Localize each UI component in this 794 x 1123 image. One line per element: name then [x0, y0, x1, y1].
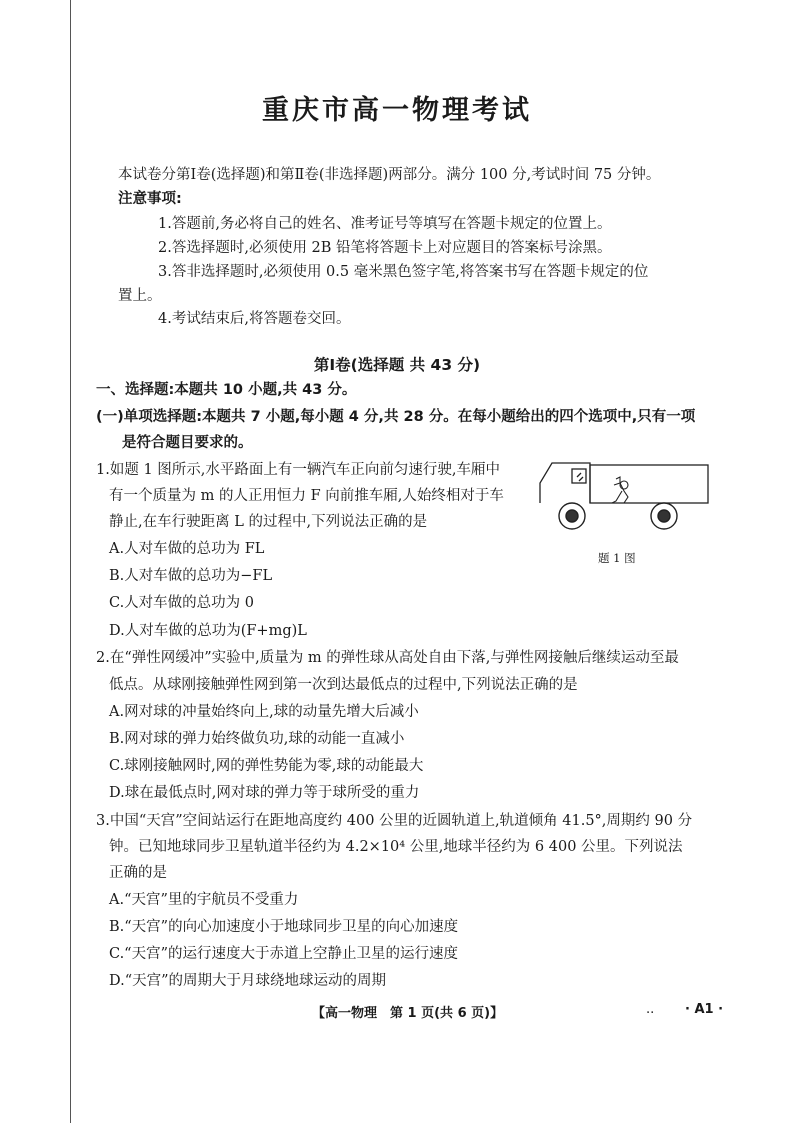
q3-stem: 正确的是 — [109, 865, 167, 881]
notice-item: 4.考试结束后,将答题卷交回。 — [158, 311, 351, 327]
q1-stem: 有一个质量为 m 的人正用恒力 F 向前推车厢,人始终相对于车 — [109, 488, 504, 504]
notice-item: 置上。 — [118, 288, 162, 304]
q3-stem: 钟。已知地球同步卫星轨道半径约为 4.2×10⁴ 公里,地球半径约为 6 400 公里。下列说法 — [109, 839, 683, 855]
footer-code: · A1 · — [685, 1002, 724, 1017]
q3-option-a: A.“天宫”里的宇航员不受重力 — [109, 892, 299, 908]
notice-item: 2.答选择题时,必须使用 2B 铅笔将答题卡上对应题目的答案标号涂黑。 — [158, 240, 612, 256]
wheel-icon — [559, 503, 677, 529]
q2-stem: 2.在“弹性网缓冲”实验中,质量为 m 的弹性球从高处自由下落,与弹性网接触后继续运动至最 — [96, 650, 679, 666]
footer-dots: .. — [646, 1002, 655, 1017]
binding-line — [70, 0, 71, 1123]
notice-item: 3.答非选择题时,必须使用 0.5 毫米黑色签字笔,将答案书写在答题卡规定的位 — [158, 264, 649, 280]
q2-option-b: B.网对球的弹力始终做负功,球的动能一直减小 — [109, 731, 405, 747]
q3-stem: 3.中国“天宫”空间站运行在距地高度约 400 公里的近圆轨道上,轨道倾角 41.5°,周期约 90 分 — [96, 813, 693, 829]
footer-page-label: 【高一物理 第 1 页(共 6 页)】 — [312, 1006, 504, 1021]
section-title: 第Ⅰ卷(选择题 共 43 分) — [313, 356, 481, 374]
q1-option-b: B.人对车做的总功为−FL — [109, 568, 273, 584]
sub1-heading-cont: 是符合题目要求的。 — [122, 435, 253, 451]
q1-figure-caption: 题 1 图 — [598, 551, 636, 565]
q1-stem: 静止,在车行驶距离 L 的过程中,下列说法正确的是 — [109, 514, 428, 530]
q1-stem: 1.如题 1 图所示,水平路面上有一辆汽车正向前匀速行驶,车厢中 — [96, 462, 500, 478]
q2-option-c: C.球刚接触网时,网的弹性势能为零,球的动能最大 — [109, 758, 424, 774]
q3-option-b: B.“天宫”的向心加速度小于地球同步卫星的向心加速度 — [109, 919, 459, 935]
notice-heading: 注意事项: — [118, 191, 182, 207]
sub1-heading: (一)单项选择题:本题共 7 小题,每小题 4 分,共 28 分。在每小题给出的四个选项中,只有一项 — [96, 409, 696, 425]
q3-option-c: C.“天宫”的运行速度大于赤道上空静止卫星的运行速度 — [109, 946, 459, 962]
q1-option-a: A.人对车做的总功为 FL — [109, 541, 265, 557]
q2-option-d: D.球在最低点时,网对球的弹力等于球所受的重力 — [109, 785, 420, 801]
notice-item: 1.答题前,务必将自己的姓名、准考证号等填写在答题卡规定的位置上。 — [158, 216, 612, 232]
q2-stem: 低点。从球刚接触弹性网到第一次到达最低点的过程中,下列说法正确的是 — [109, 677, 578, 693]
page-title: 重庆市高一物理考试 — [262, 95, 532, 126]
person-icon — [612, 477, 628, 503]
truck-icon — [540, 463, 708, 503]
q2-option-a: A.网对球的冲量始终向上,球的动量先增大后减小 — [109, 704, 419, 720]
intro-text: 本试卷分第Ⅰ卷(选择题)和第Ⅱ卷(非选择题)两部分。满分 100 分,考试时间 75 分钟。 — [118, 167, 661, 183]
q1-truck-figure — [536, 457, 714, 539]
part1-heading: 一、选择题:本题共 10 小题,共 43 分。 — [96, 382, 357, 398]
q3-option-d: D.“天宫”的周期大于月球绕地球运动的周期 — [109, 973, 387, 989]
q1-option-d: D.人对车做的总功为(F+mg)L — [109, 623, 307, 639]
q1-option-c: C.人对车做的总功为 0 — [109, 595, 255, 611]
